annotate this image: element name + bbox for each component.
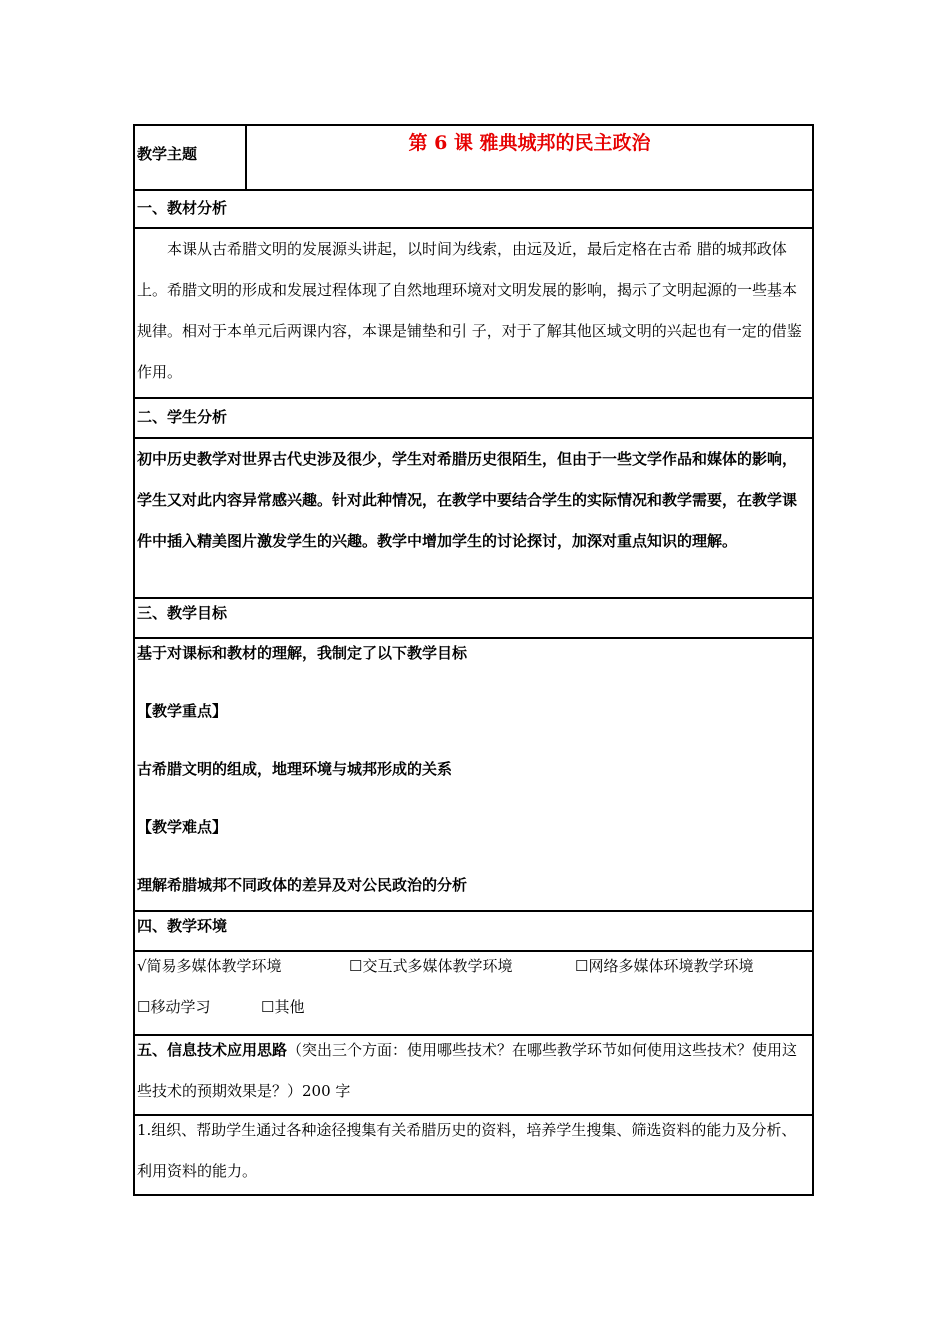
env-option-other[interactable]: ☐其他 [261,998,305,1016]
lesson-title: 第 6 课 雅典城邦的民主政治 [408,132,651,154]
env-option-simple-multimedia[interactable]: √简易多媒体教学环境 [137,957,282,975]
students-body-row [135,439,812,599]
difficult-points-label: 【教学难点】 [137,818,228,836]
it-ideas-note: （突出三个方面：使用哪些技术？在哪些教学环节如何使用这些技术？使用这些技术的预期效果是？）200 字 [137,1041,798,1100]
textbook-body-row [135,229,812,399]
textbook-heading: 一、教材分析 [137,199,228,217]
key-points-text: 古希腊文明的组成，地理环境与城邦形成的关系 [137,760,453,778]
env-option-interactive-multimedia[interactable]: ☐交互式多媒体教学环境 [349,957,513,975]
students-heading: 二、学生分析 [137,408,228,426]
it-ideas-heading: 五、信息技术应用思路 [137,1041,288,1059]
env-option-network-multimedia[interactable]: ☐网络多媒体环境教学环境 [575,957,754,975]
lesson-plan-table [133,124,814,1196]
difficult-points-text: 理解希腊城邦不同政体的差异及对公民政治的分析 [137,876,468,894]
key-points-label: 【教学重点】 [137,702,228,720]
textbook-body: 本课从古希腊文明的发展源头讲起，以时间为线索，由远及近，最后定格在古希 腊的城邦政体上。希腊文明的形成和发展过程体现了自然地理环境对文明发展的影响，揭示了文明起源的一些基本规律。相对于本单元后两课内容，本课是铺垫和引 子，对于了解其他区域文明的兴起也有一定的借鉴作用。 [137,240,802,381]
it-ideas-item-1: 1.组织、帮助学生通过各种途径搜集有关希腊历史的资料，培养学生搜集、筛选资料的能力及分析、利用资料的能力。 [137,1121,797,1180]
topic-label: 教学主题 [137,145,198,163]
textbook-heading-row [135,191,812,229]
objectives-body-row [135,639,812,912]
objectives-heading: 三、教学目标 [137,604,228,622]
objectives-heading-row [135,599,812,639]
students-heading-row [135,399,812,439]
topic-row [135,126,812,191]
objectives-intro: 基于对课标和教材的理解，我制定了以下教学目标 [137,644,468,662]
environment-heading: 四、教学环境 [137,917,228,935]
it-ideas-body-row [135,1116,812,1196]
it-ideas-heading-row [135,1036,812,1116]
env-option-mobile-learning[interactable]: ☐移动学习 [137,998,211,1016]
students-body: 初中历史教学对世界古代史涉及很少，学生对希腊历史很陌生，但由于一些文学作品和媒体的影响，学生又对此内容异常感兴趣。针对此种情况，在教学中要结合学生的实际情况和教学需要，在教学课件中插入精美图片激发学生的兴趣。教学中增加学生的讨论探讨，加深对重点知识的理解。 [137,450,798,550]
environment-body-row [135,952,812,1036]
